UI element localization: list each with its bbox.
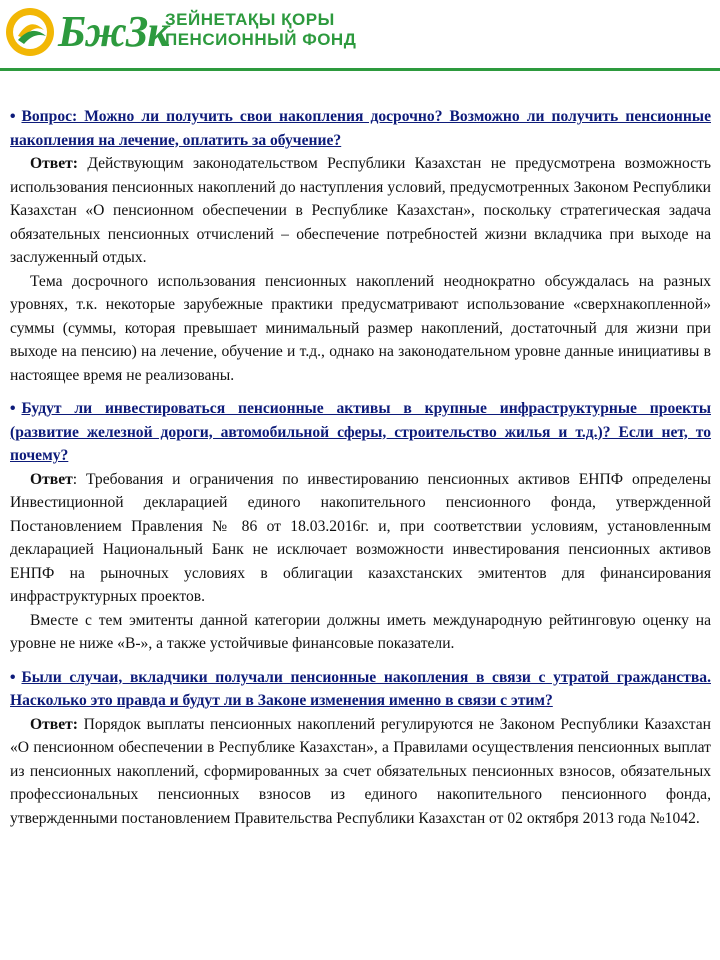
answer-label: Ответ — [30, 470, 73, 488]
answer-text: Порядок выплаты пенсионных накоплений регулируются не Законом Республики Казахстан «О пенсионном обеспечении в Республике Казахстан», а Правилами осуществления пенсионных выплат из пенсионных накоплений, сформированных за счет обязательных пенсионных взносов, обязательных профессиональных пенсионных взносов из единого накопительного пенсионного фонда, утвержденными постановлением Правительства Республики Казахстан от 02 октября 2013 года №1042. — [10, 715, 711, 827]
bullet-icon: • — [10, 668, 16, 686]
fund-name-kazakh: ЗЕЙНЕТАҚЫ ҚОРЫ — [165, 10, 335, 29]
answer-label: Ответ: — [30, 155, 78, 172]
bullet-icon: • — [10, 108, 16, 125]
question-text: Будут ли инвестироваться пенсионные активы в крупные инфраструктурные проекты (развитие железной дороги, автомобильной сферы, строительство жилья и т.д.)? Если нет, то почему? — [10, 400, 711, 464]
faq-answer-3 — [10, 713, 711, 831]
faq-answer-2 — [10, 468, 711, 609]
faq-answer-2-continued: Вместе с тем эмитенты данной категории должны иметь международную рейтинговую оценку на уровне не ниже «В-», а также устойчивые финансовые показатели. — [10, 611, 711, 652]
brand-logo-text: БжЗк — [58, 7, 169, 56]
fund-name — [165, 10, 356, 50]
header-divider — [0, 68, 720, 71]
answer-label: Ответ: — [30, 715, 78, 733]
header — [0, 0, 720, 70]
question-text: Были случаи, вкладчики получали пенсионные накопления в связи с утратой гражданства. Насколько это правда и будут ли в Законе изменения именно в связи с этим? — [10, 668, 711, 709]
faq-answer-1 — [10, 152, 711, 270]
question-text: Вопрос: Можно ли получить свои накопления досрочно? Возможно ли получить пенсионные накопления на лечение, оплатить за обучение? — [10, 108, 711, 149]
faq-question-2 — [10, 397, 711, 468]
faq-content — [10, 105, 711, 830]
sun-coin-icon — [4, 6, 56, 58]
answer-text: Действующим законодательством Республики Казахстан не предусмотрена возможность использования пенсионных накоплений до наступления условий, предусмотренных Законом Республики Казахстан «О пенсионном обеспечении в Республике Казахстан», поскольку стратегическая задача обязательных пенсионных отчислений – обеспечение потребностей жизни вкладчика при выходе на заслуженный отдых. — [10, 155, 711, 266]
fund-name-russian: ПЕНСИОННЫЙ ФОНД — [165, 30, 357, 49]
faq-question-1 — [10, 105, 711, 152]
faq-answer-1-continued: Тема досрочного использования пенсионных накоплений неоднократно обсуждалась на разных уровнях, т.к. некоторые зарубежные практики предусматривают использование «сверхнакопленной» суммы (суммы, которая превышает минимальный размер накоплений, достаточный для жизни при выходе на пенсию) на лечение, обучение и т.д., однако на законодательном уровне данные инициативы в настоящее время не реализованы. — [10, 272, 711, 384]
answer-text: : Требования и ограничения по инвестированию пенсионных активов ЕНПФ определены Инвестиционной декларацией единого накопительного пенсионного фонда, утвержденной Постановлением Правления № 86 от 18.03.2016г. и, при соответствии условиям, установленным декларацией Национальный Банк не исключает возможности инвестирования пенсионных активов ЕНПФ на рыночных условиях в облигации казахстанских эмитентов для финансирования инфраструктурных проектов. — [10, 470, 711, 605]
faq-question-3 — [10, 666, 711, 713]
bullet-icon: • — [10, 400, 16, 417]
